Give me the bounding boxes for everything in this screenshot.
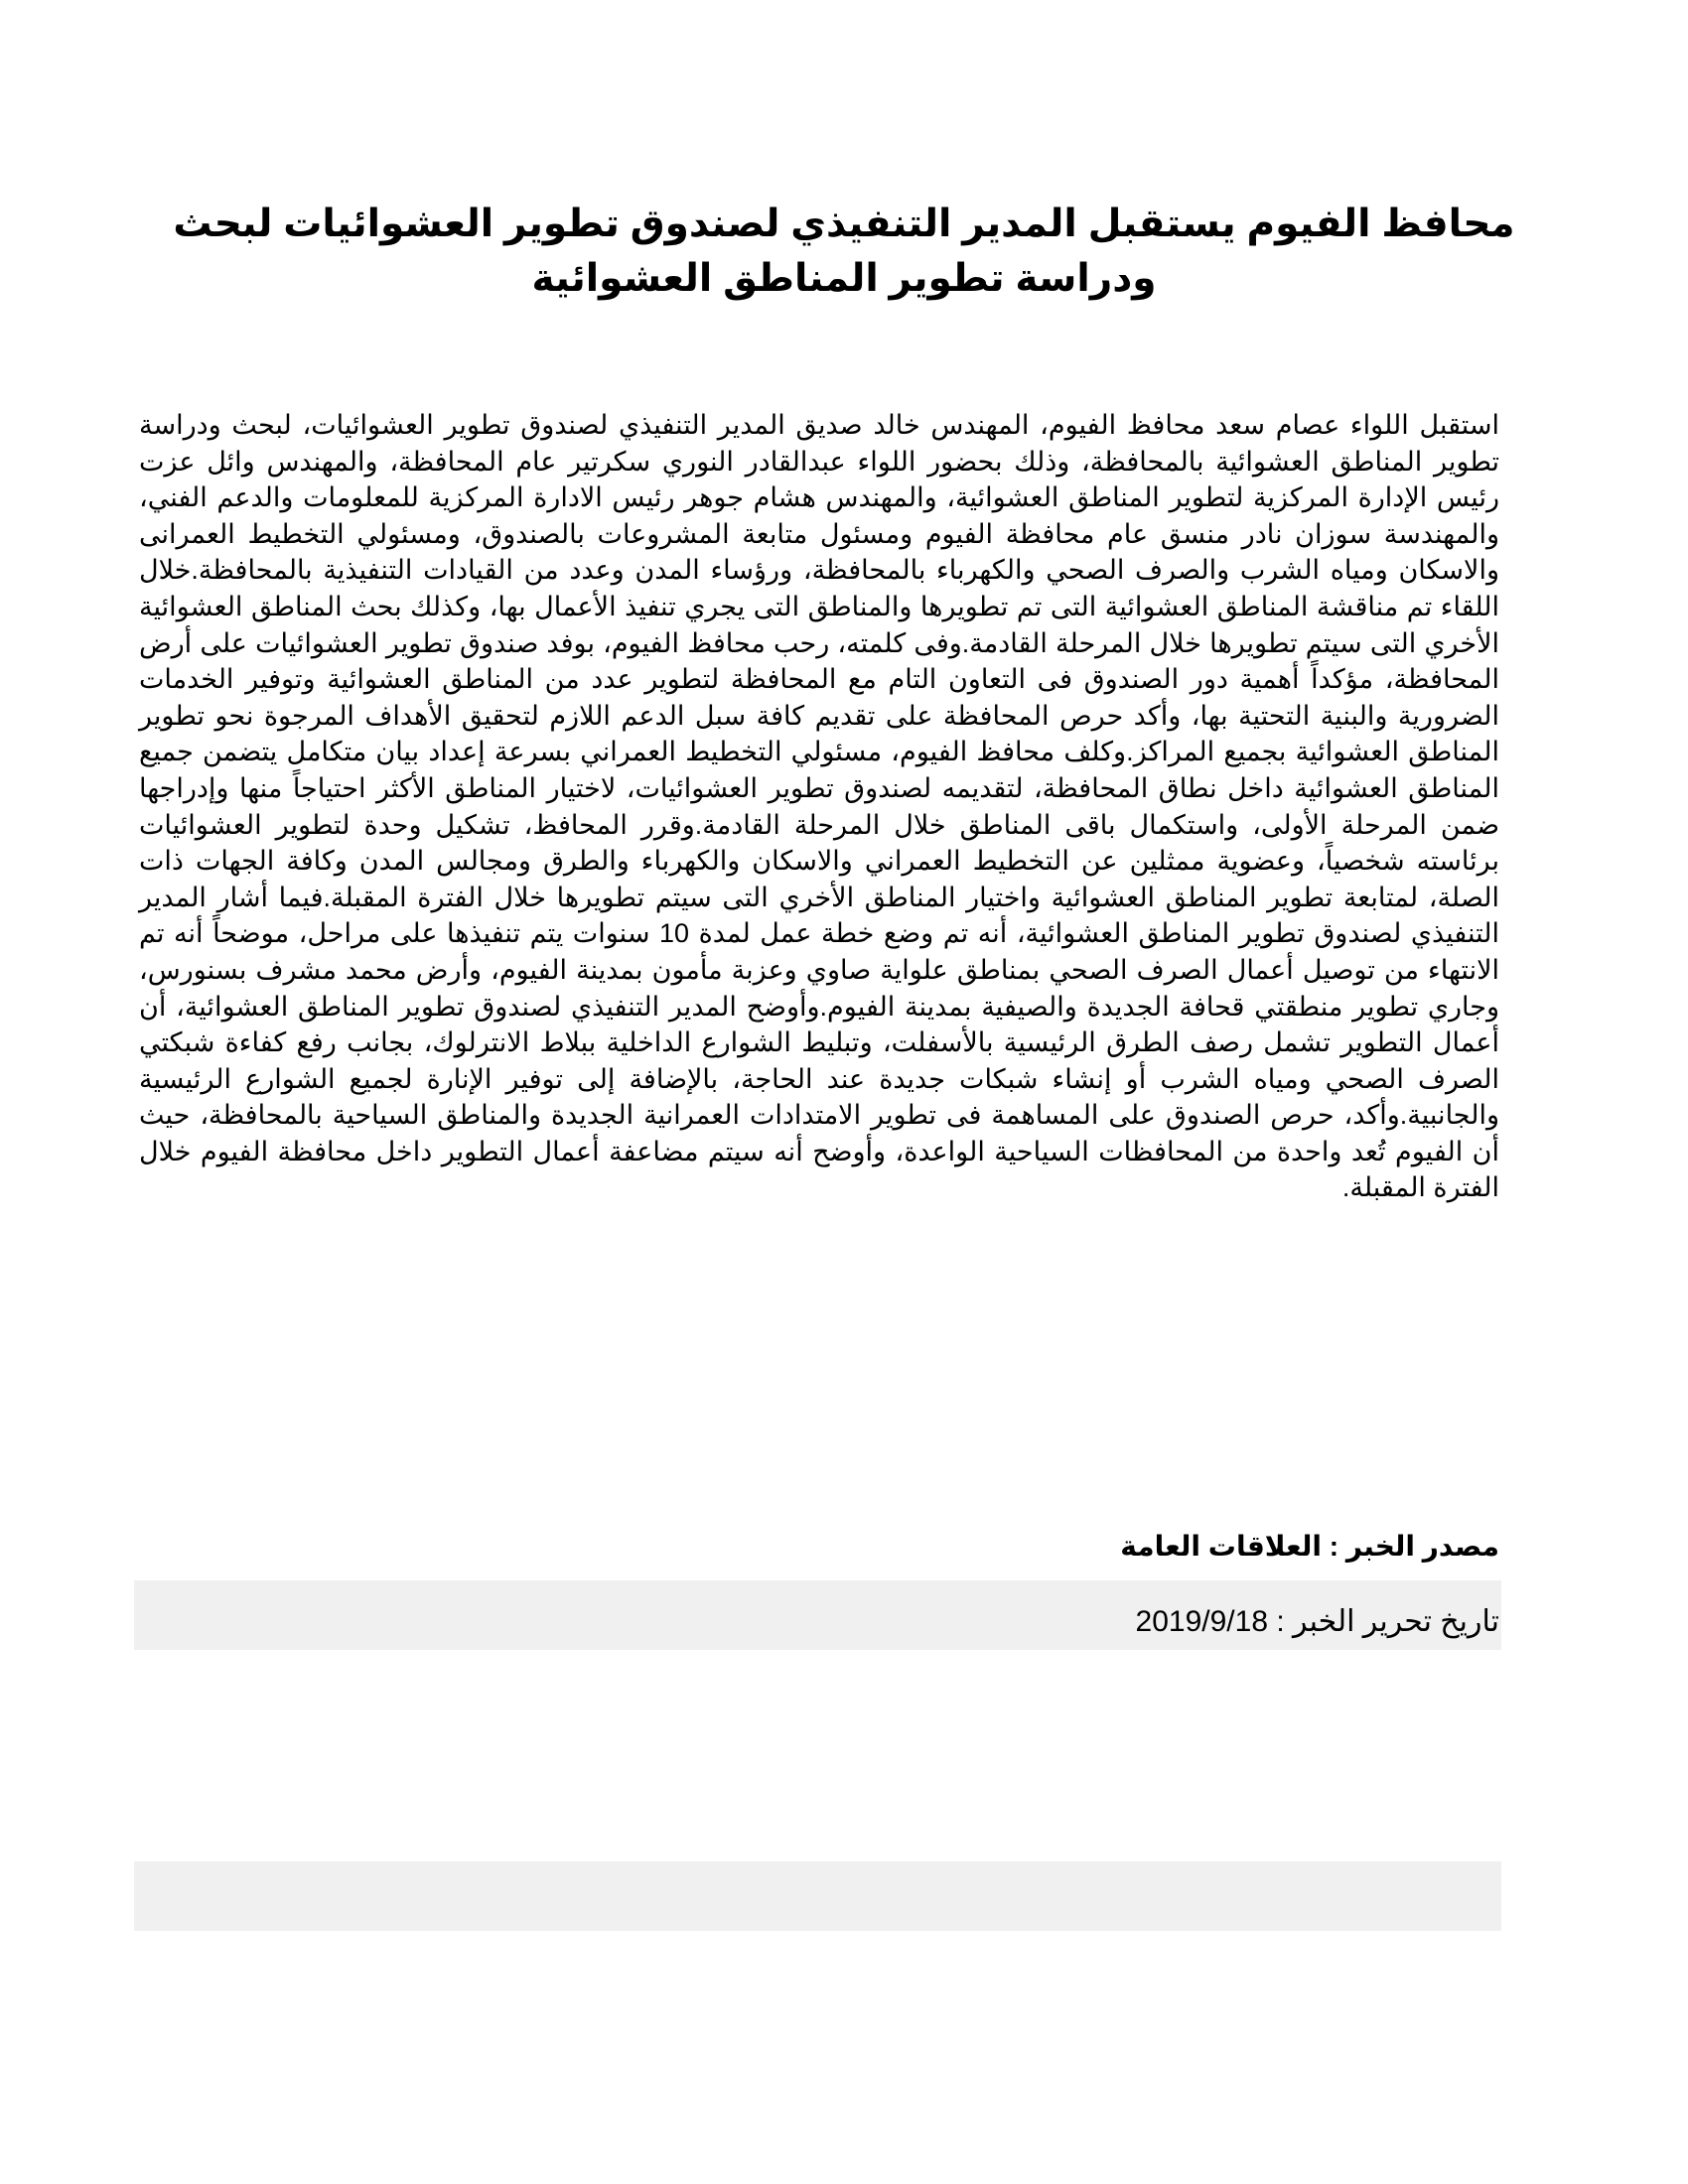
edit-date: تاريخ تحرير الخبر : 2019/9/18 — [1135, 1605, 1499, 1638]
news-source: مصدر الخبر : العلاقات العامة — [1120, 1531, 1499, 1562]
article-title: محافظ الفيوم يستقبل المدير التنفيذي لصندوق تطوير العشوائيات لبحث ودراسة تطوير المناطق العشوائية — [173, 203, 1515, 300]
footer-band — [134, 1861, 1501, 1931]
article-body: استقبل اللواء عصام سعد محافظ الفيوم، المهندس خالد صديق المدير التنفيذي لصندوق تطوير العشوائيات، لبحث ودراسة تطوير المناطق العشوائية بالمحافظة، وذلك بحضور اللواء عبدالقادر النوري سكرتير عام المحافظة، والمهندس وائل عزت رئيس الإدارة المركزية لتطوير المناطق العشوائية، والمهندس هشام جوهر رئيس الادارة المركزية للمعلومات والدعم الفني، والمهندسة سوزان نادر منسق عام محافظة الفيوم ومسئول متابعة المشروعات بالصندوق، ومسئولي التخطيط العمرانى والاسكان ومياه الشرب والصرف الصحي والكهرباء بالمحافظة، ورؤساء المدن وعدد من القيادات التنفيذية بالمحافظة.خلال اللقاء تم مناقشة المناطق العشوائية التى تم تطويرها والمناطق التى يجري تنفيذ الأعمال بها، وكذلك بحث المناطق العشوائية الأخري التى سيتم تطويرها خلال المرحلة القادمة.وفى كلمته، رحب محافظ الفيوم، بوفد صندوق تطوير العشوائيات على أرض المحافظة، مؤكداً أهمية دور الصندوق فى التعاون التام مع المحافظة لتطوير عدد من المناطق العشوائية وتوفير الخدمات الضرورية والبنية التحتية بها، وأكد حرص المحافظة على تقديم كافة سبل الدعم اللازم لتحقيق الأهداف المرجوة نحو تطوير المناطق العشوائية بجميع المراكز.وكلف محافظ الفيوم، مسئولي التخطيط العمراني بسرعة إعداد بيان متكامل يتضمن جميع المناطق العشوائية داخل نطاق المحافظة، لتقديمه لصندوق تطوير العشوائيات، لاختيار المناطق الأكثر احتياجاً منها وإدراجها ضمن المرحلة الأولى، واستكمال باقى المناطق خلال المرحلة القادمة.وقرر المحافظ، تشكيل وحدة لتطوير العشوائيات برئاسته شخصياً، وعضوية ممثلين عن التخطيط العمراني والاسكان والكهرباء والطرق ومجالس المدن وكافة الجهات ذات الصلة، لمتابعة تطوير المناطق العشوائية واختيار المناطق الأخري التى سيتم تطويرها خلال الفترة المقبلة.فيما أشار المدير التنفيذي لصندوق تطوير المناطق العشوائية، أنه تم وضع خطة عمل لمدة 10 سنوات يتم تنفيذها على مراحل، موضحاً أنه تم الانتهاء من توصيل أعمال الصرف الصحي بمناطق علواية صاوي وعزبة مأمون بمدينة الفيوم، وأرض محمد مشرف بسنورس، وجاري تطوير منطقتي قحافة الجديدة والصيفية بمدينة الفيوم.وأوضح المدير التنفيذي لصندوق تطوير المناطق العشوائية، أن أعمال التطوير تشمل رصف الطرق الرئيسية بالأسفلت، وتبليط الشوارع الداخلية ببلاط الانترلوك، بجانب رفع كفاءة شبكتي الصرف الصحي ومياه الشرب أو إنشاء شبكات جديدة عند الحاجة، بالإضافة إلى توفير الإنارة لجميع الشوارع الرئيسية والجانبية.وأكد، حرص الصندوق على المساهمة فى تطوير الامتدادات العمرانية الجديدة والمناطق السياحية بالمحافظة، حيث أن الفيوم تُعد واحدة من المحافظات السياحية الواعدة، وأوضح أنه سيتم مضاعفة أعمال التطوير داخل محافظة الفيوم خلال الفترة المقبلة. — [139, 410, 1499, 1203]
